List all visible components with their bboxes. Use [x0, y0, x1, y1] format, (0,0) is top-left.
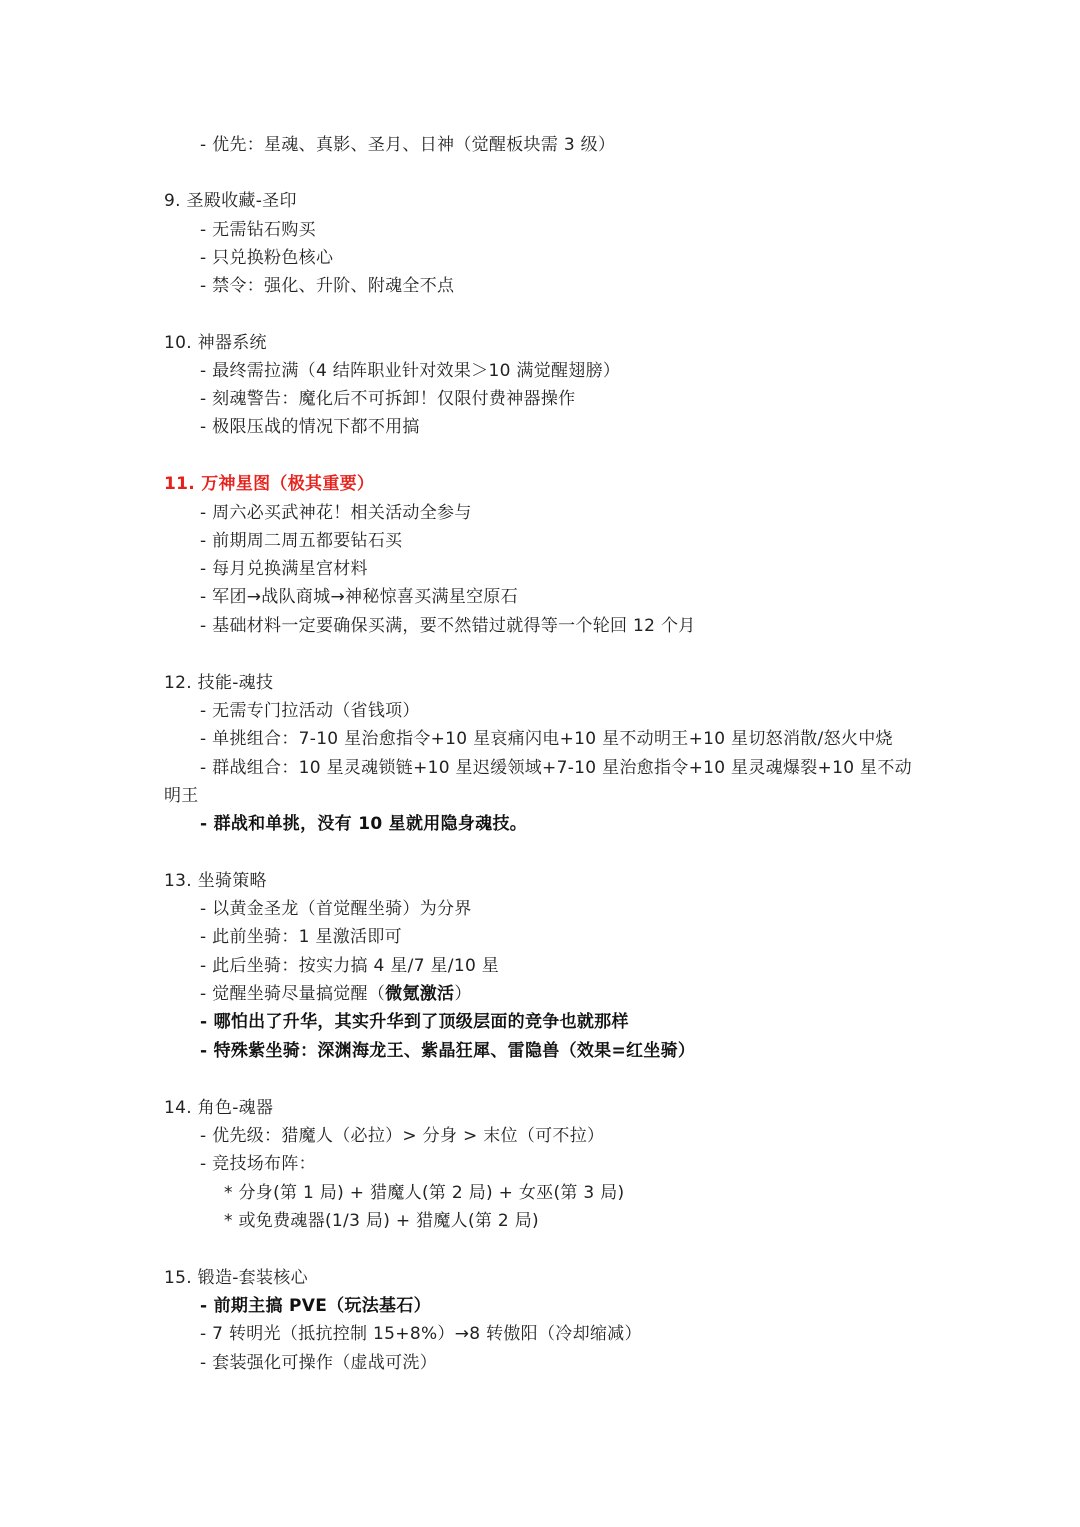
list-item: - 极限压战的情况下都不用搞: [200, 417, 420, 437]
list-item: - 无需钻石购买: [200, 220, 316, 240]
list-item: - 刻魂警告：魔化后不可拆卸！仅限付费神器操作: [200, 389, 576, 409]
list-item: - 单挑组合：7-10 星治愈指令+10 星哀痛闪电+10 星不动明王+10 星切怒消散/怒火中烧: [200, 729, 893, 749]
list-item: - 只兑换粉色核心: [200, 248, 334, 268]
bold-note: - 群战和单挑，没有 10 星就用隐身魂技。: [200, 814, 528, 834]
section-heading: 15. 锻造-套装核心: [164, 1268, 308, 1288]
list-item: - 优先级：猎魔人（必拉）> 分身 > 末位（可不拉）: [200, 1126, 605, 1146]
bold-note: - 哪怕出了升华，其实升华到了顶级层面的竞争也就那样: [200, 1012, 629, 1032]
list-item: - 禁令：强化、升阶、附魂全不点: [200, 276, 455, 296]
list-item: [200, 983, 472, 1005]
list-item-text: - 觉醒坐骑尽量搞觉醒（: [200, 984, 386, 1004]
list-item: - 此前坐骑：1 星激活即可: [200, 927, 402, 947]
list-item: - 此后坐骑：按实力搞 4 星/7 星/10 星: [200, 956, 500, 976]
section-heading: 14. 角色-魂器: [164, 1098, 274, 1118]
list-item: - 前期周二周五都要钻石买: [200, 531, 403, 551]
list-item: 明王: [164, 786, 199, 806]
list-item: - 优先：星魂、真影、圣月、日神（觉醒板块需 3 级）: [200, 135, 616, 155]
list-item: - 竞技场布阵：: [200, 1154, 316, 1174]
bold-note: - 前期主搞 PVE（玩法基石）: [200, 1296, 431, 1316]
list-item-bold-text: 微氪激活: [385, 984, 455, 1004]
list-item: - 军团→战队商城→神秘惊喜买满星空原石: [200, 587, 519, 607]
list-item: - 每月兑换满星宫材料: [200, 559, 368, 579]
section-heading: 13. 坐骑策略: [164, 871, 267, 891]
section-heading-highlight: 11. 万神星图（极其重要）: [164, 474, 375, 494]
bold-note: - 特殊紫坐骑：深渊海龙王、紫晶狂犀、雷隐兽（效果=红坐骑）: [200, 1041, 696, 1061]
section-heading: 9. 圣殿收藏-圣印: [164, 191, 297, 211]
list-item: - 群战组合：10 星灵魂锁链+10 星迟缓领域+7-10 星治愈指令+10 星灵魂爆裂+10 星不动: [200, 758, 912, 778]
list-item-text: ）: [454, 984, 472, 1004]
list-item: - 套装强化可操作（虚战可洗）: [200, 1353, 438, 1373]
section-heading: 12. 技能-魂技: [164, 673, 274, 693]
list-item: - 以黄金圣龙（首觉醒坐骑）为分界: [200, 899, 472, 919]
list-item: - 7 转明光（抵抗控制 15+8%）→8 转傲阳（冷却缩减）: [200, 1324, 642, 1344]
list-item: - 基础材料一定要确保买满，要不然错过就得等一个轮回 12 个月: [200, 616, 696, 636]
list-item: * 或免费魂器(1/3 局) + 猎魔人(第 2 局): [224, 1211, 539, 1231]
list-item: - 周六必买武神花！相关活动全参与: [200, 503, 472, 523]
list-item: * 分身(第 1 局) + 猎魔人(第 2 局) + 女巫(第 3 局): [224, 1183, 625, 1203]
section-heading: 10. 神器系统: [164, 333, 267, 353]
list-item: - 无需专门拉活动（省钱项）: [200, 701, 420, 721]
list-item: - 最终需拉满（4 结阵职业针对效果＞10 满觉醒翅膀）: [200, 361, 621, 381]
